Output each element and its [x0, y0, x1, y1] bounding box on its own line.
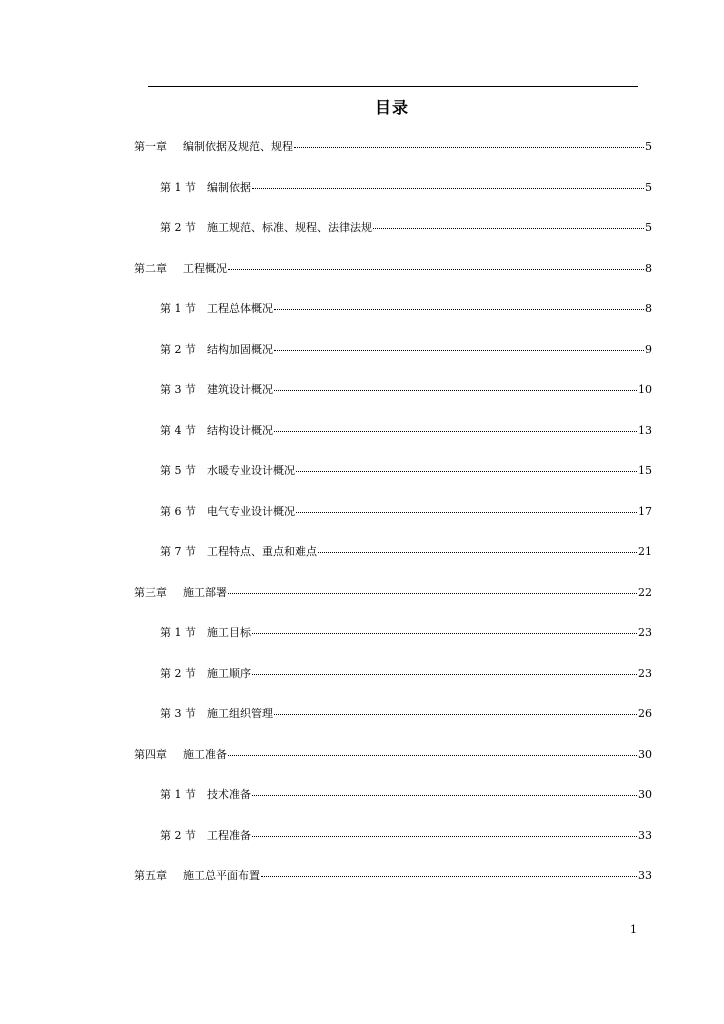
toc-dot-leader: [228, 592, 637, 594]
toc-dot-leader: [274, 308, 644, 310]
toc-entry-label: 编制依据及规范、规程: [183, 140, 293, 153]
toc-entry-label: 电气专业设计概况: [207, 505, 295, 518]
toc-entry-number: 第一章: [134, 140, 167, 153]
toc-entry-number: 第 1 节: [160, 302, 196, 315]
toc-entry-number: 第 7 节: [160, 545, 196, 558]
toc-dot-leader: [274, 349, 644, 351]
toc-entry[interactable]: [134, 586, 652, 600]
toc-dot-leader: [274, 713, 637, 715]
toc-entry-number: 第 4 节: [160, 424, 196, 437]
toc-dot-leader: [228, 268, 644, 270]
toc-entry[interactable]: [160, 221, 652, 235]
toc-entry[interactable]: [160, 667, 652, 681]
toc-entry-number: 第 3 节: [160, 383, 196, 396]
toc-dot-leader: [274, 430, 637, 432]
toc-entry-number: 第 3 节: [160, 707, 196, 720]
toc-entry-page: 23: [638, 667, 652, 680]
toc-dot-leader: [274, 389, 637, 391]
toc-entry[interactable]: [134, 262, 652, 276]
toc-dot-leader: [252, 187, 644, 189]
toc-entry-number: 第 6 节: [160, 505, 196, 518]
toc-entry-label: 施工总平面布置: [183, 869, 260, 882]
toc-entry-page: 9: [645, 343, 652, 356]
toc-entry-number: 第 1 节: [160, 788, 196, 801]
toc-entry-number: 第 2 节: [160, 343, 196, 356]
toc-entry[interactable]: [160, 829, 652, 843]
toc-entry-number: 第 2 节: [160, 221, 196, 234]
toc-entry-label: 结构设计概况: [207, 424, 273, 437]
toc-entry[interactable]: [160, 505, 652, 519]
page-number: 1: [630, 923, 637, 936]
toc-entry-label: 结构加固概况: [207, 343, 273, 356]
toc-entry-page: 30: [638, 748, 652, 761]
toc-entry-label: 技术准备: [207, 788, 251, 801]
toc-entry-label: 工程特点、重点和难点: [207, 545, 317, 558]
toc-entry-label: 施工组织管理: [207, 707, 273, 720]
toc-entry-page: 33: [638, 869, 652, 882]
header-rule: [148, 86, 638, 87]
page-title: 目录: [374, 98, 409, 117]
toc-entry[interactable]: [134, 748, 652, 762]
toc-entry-page: 15: [638, 464, 652, 477]
toc-entry-label: 水暖专业设计概况: [207, 464, 295, 477]
toc-entry-page: 13: [638, 424, 652, 437]
toc-entry[interactable]: [160, 181, 652, 195]
toc-entry-label: 施工规范、标准、规程、法律法规: [207, 221, 372, 234]
toc-dot-leader: [294, 146, 644, 148]
toc-entry-number: 第 5 节: [160, 464, 196, 477]
toc-entry[interactable]: [160, 424, 652, 438]
toc-entry-number: 第 2 节: [160, 829, 196, 842]
toc-entry-label: 工程准备: [207, 829, 251, 842]
toc-entry-label: 施工目标: [207, 626, 251, 639]
toc-entry-page: 26: [638, 707, 652, 720]
toc-entry-label: 工程总体概况: [207, 302, 273, 315]
toc-dot-leader: [296, 470, 637, 472]
toc-entry[interactable]: [160, 343, 652, 357]
toc-entry-page: 5: [645, 221, 652, 234]
toc-entry-label: 编制依据: [207, 181, 251, 194]
toc-dot-leader: [252, 632, 637, 634]
toc-entry[interactable]: [160, 707, 652, 721]
toc-entry-number: 第 2 节: [160, 667, 196, 680]
toc-dot-leader: [252, 835, 637, 837]
toc-dot-leader: [318, 551, 637, 553]
toc-entry[interactable]: [160, 302, 652, 316]
toc-entry-page: 17: [638, 505, 652, 518]
toc-entry-page: 22: [638, 586, 652, 599]
toc-entry[interactable]: [160, 464, 652, 478]
toc-dot-leader: [252, 673, 637, 675]
toc-entry-page: 21: [638, 545, 652, 558]
toc-dot-leader: [228, 754, 637, 756]
toc-entry-page: 8: [645, 302, 652, 315]
toc-entry-page: 23: [638, 626, 652, 639]
toc-entry-label: 建筑设计概况: [207, 383, 273, 396]
toc-entry[interactable]: [134, 869, 652, 883]
toc-entry[interactable]: [160, 383, 652, 397]
toc-entry-page: 5: [645, 181, 652, 194]
toc-entry-label: 工程概况: [183, 262, 227, 275]
toc-entry-label: 施工顺序: [207, 667, 251, 680]
toc-entry-label: 施工部署: [183, 586, 227, 599]
toc-entry[interactable]: [160, 788, 652, 802]
toc-dot-leader: [261, 875, 637, 877]
toc-entry-number: 第 1 节: [160, 626, 196, 639]
toc-entry-number: 第二章: [134, 262, 167, 275]
toc-entry-page: 8: [645, 262, 652, 275]
toc-dot-leader: [296, 511, 637, 513]
toc-entry-page: 5: [645, 140, 652, 153]
toc-entry-page: 33: [638, 829, 652, 842]
toc-entry[interactable]: [134, 140, 652, 154]
toc-entry[interactable]: [160, 626, 652, 640]
toc-entry-page: 10: [638, 383, 652, 396]
toc-entry-number: 第五章: [134, 869, 167, 882]
toc-dot-leader: [373, 227, 644, 229]
toc-entry[interactable]: [160, 545, 652, 559]
toc-entry-number: 第四章: [134, 748, 167, 761]
toc-entry-number: 第 1 节: [160, 181, 196, 194]
toc-entry-label: 施工准备: [183, 748, 227, 761]
toc-entry-number: 第三章: [134, 586, 167, 599]
toc-dot-leader: [252, 794, 637, 796]
toc-entry-page: 30: [638, 788, 652, 801]
